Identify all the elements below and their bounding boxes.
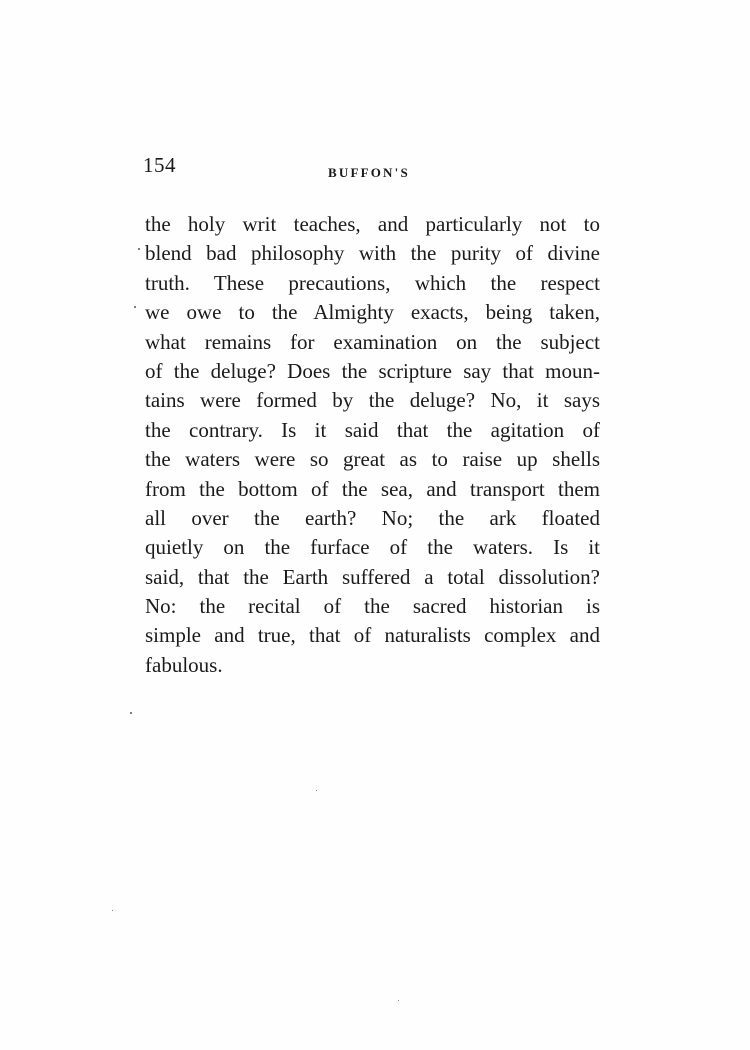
text-line: what remains for examination on the subject [145,329,600,354]
paper-speck [138,248,140,250]
running-head: BUFFON'S [328,165,410,180]
text-line: we owe to the Almighty exacts, being taken, [145,300,600,325]
text-line: of the deluge? Does the scripture say that moun- [145,358,600,383]
text-line: tains were formed by the deluge? No, it says [145,388,600,413]
text-line: all over the earth? No; the ark floated [145,505,600,530]
paper-speck [112,910,113,911]
text-line: No: the recital of the sacred historian is [145,594,600,619]
text-line: the holy writ teaches, and particularly not to [145,212,600,236]
paper-speck [398,1000,399,1001]
text-line: quietly on the furface of the waters. Is it [145,535,600,560]
text-line: truth. These precautions, which the respect [145,270,600,295]
text-line: said, that the Earth suffered a total dissolution? [145,564,600,589]
paper-speck [134,306,136,308]
paper-speck [130,712,132,714]
text-line: the contrary. Is it said that the agitation of [145,417,600,442]
text-line: blend bad philosophy with the purity of divine [145,241,600,266]
body-text [145,210,600,680]
text-line: from the bottom of the sea, and transport them [145,476,600,501]
text-line: simple and true, that of naturalists complex and [145,623,600,648]
text-line: fabulous. [145,652,223,677]
page-number: 154 [143,153,176,177]
text-line: the waters were so great as to raise up shells [145,447,600,472]
paper-speck [316,790,317,791]
